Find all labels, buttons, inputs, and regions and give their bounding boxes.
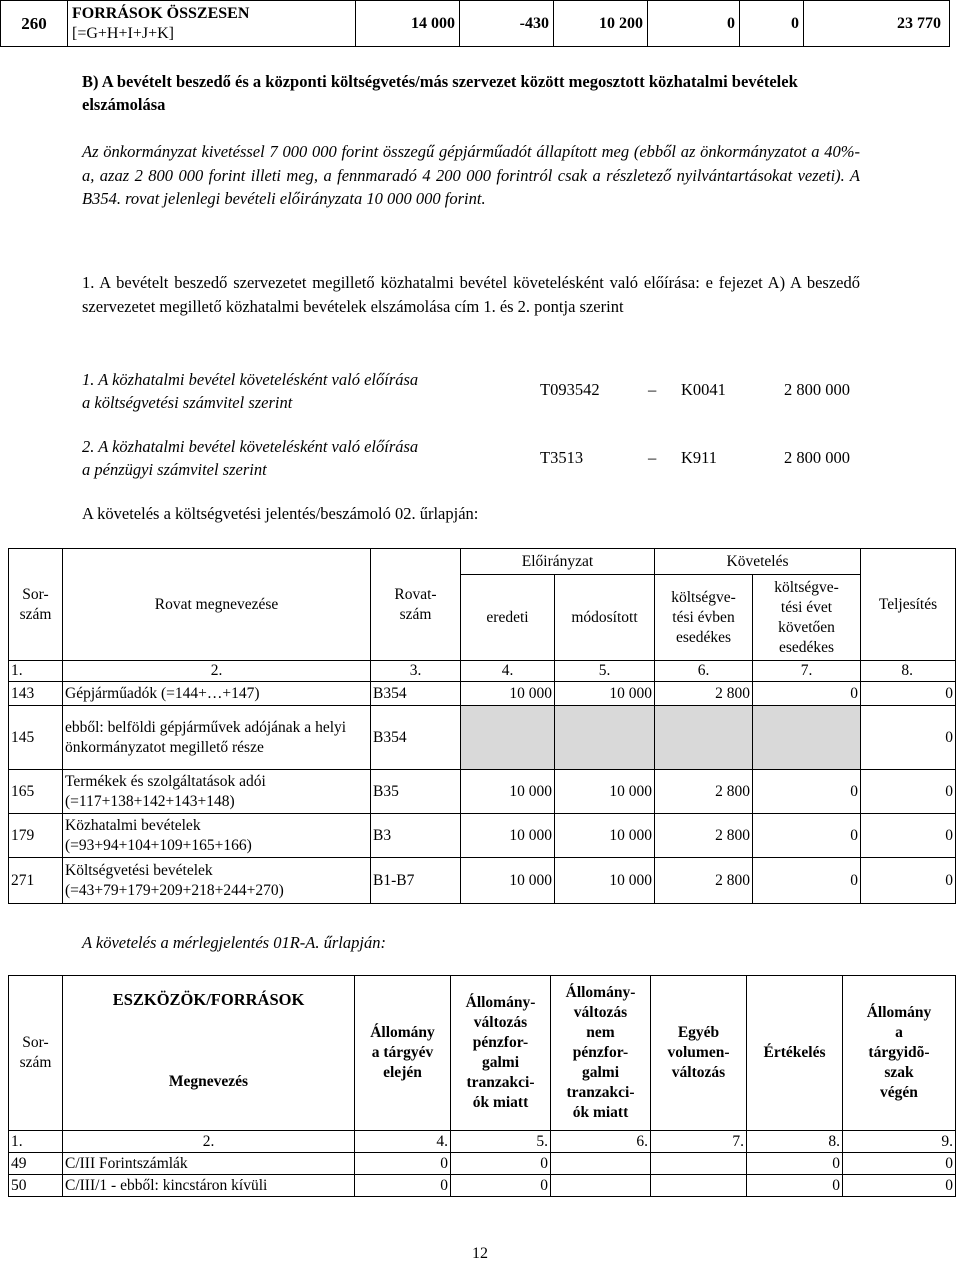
- row-evben: 2 800: [655, 858, 753, 904]
- row-value: 0: [355, 1175, 451, 1197]
- row-shaded-cell: [753, 706, 861, 770]
- header-allomany-vege: Állomány a tárgyidõ- szak végén: [843, 976, 956, 1131]
- header-sorszam: Sor- szám: [9, 549, 63, 661]
- col-number: 1.: [9, 1131, 63, 1153]
- row-shaded-cell: [461, 706, 555, 770]
- row-modositott: 10 000: [555, 682, 655, 706]
- col-number: 1.: [9, 661, 63, 682]
- header-evet: költségve- tési évet követően esedékes: [753, 575, 861, 661]
- row-telj: 0: [861, 858, 956, 904]
- row-no: 143: [9, 682, 63, 706]
- row-telj: 0: [861, 814, 956, 858]
- header-eloiranyzat: Előirányzat: [461, 549, 655, 575]
- row-value: [651, 1175, 747, 1197]
- col-number: 7.: [651, 1131, 747, 1153]
- entry-1-line2: a költségvetési számvitel szerint: [82, 393, 293, 412]
- summary-value: 23 770: [804, 1, 950, 47]
- row-telj: 0: [861, 706, 956, 770]
- row-name: Költségvetési bevételek (=43+79+179+209+218+244+270): [63, 858, 371, 904]
- entry-1-debit: T093542: [540, 380, 600, 399]
- row-code: B35: [371, 770, 461, 814]
- header-rovatszam: Rovat- szám: [371, 549, 461, 661]
- row-code: B354: [371, 682, 461, 706]
- row-value: 0: [843, 1175, 956, 1197]
- header-teljesites: Teljesítés: [861, 549, 956, 661]
- summary-value: 10 200: [554, 1, 648, 47]
- row-evben: 2 800: [655, 814, 753, 858]
- header-evben: költségve- tési évben esedékes: [655, 575, 753, 661]
- header-eszkozok-text: ESZKÖZÖK/FORRÁSOK: [112, 990, 305, 1009]
- row-evet: 0: [753, 814, 861, 858]
- row-value: 0: [747, 1175, 843, 1197]
- col-number: 5.: [451, 1131, 551, 1153]
- header-allomany-eleje: Állomány a tárgyév elején: [355, 976, 451, 1131]
- table2-caption: A követelés a mérlegjelentés 01R-A. űrlapján:: [82, 933, 386, 952]
- row-evben: 2 800: [655, 682, 753, 706]
- row-telj: 0: [861, 682, 956, 706]
- row-eredeti: 10 000: [461, 814, 555, 858]
- entry-2-credit: K911: [681, 448, 718, 467]
- row-code: B3: [371, 814, 461, 858]
- col-number: 7.: [753, 661, 861, 682]
- table-row: [9, 1153, 956, 1175]
- col-number: 2.: [63, 1131, 355, 1153]
- balance-sheet-table: [8, 975, 956, 1197]
- col-number: 4.: [461, 661, 555, 682]
- row-eredeti: 10 000: [461, 770, 555, 814]
- table-row: [9, 1175, 956, 1197]
- summary-value: 0: [740, 1, 804, 47]
- summary-row-label: [68, 1, 356, 47]
- header-eszkozok: [63, 976, 355, 1131]
- section-b-heading: B) A bevételt beszedő és a központi költségvetés/más szervezet között megosztott közhatalmi bevételek elszámolása: [82, 72, 798, 114]
- entry-1-credit: K0041: [681, 380, 726, 399]
- summary-value: 14 000: [356, 1, 460, 47]
- header-megnevezes: Megnevezés: [168, 1073, 249, 1090]
- row-no: 271: [9, 858, 63, 904]
- col-number: 5.: [555, 661, 655, 682]
- row-no: 179: [9, 814, 63, 858]
- summary-row-table: [0, 0, 950, 47]
- col-number: 2.: [63, 661, 371, 682]
- header-nem-penzforgalmi: Állomány- változás nem pénzfor- galmi tranzakci- ók miatt: [551, 976, 651, 1131]
- entry-2-line2: a pénzügyi számvitel szerint: [82, 460, 267, 479]
- col-number: 6.: [551, 1131, 651, 1153]
- table-row: [9, 682, 956, 706]
- col-number: 8.: [861, 661, 956, 682]
- entry-2-description: [82, 435, 532, 481]
- summary-label-text: FORRÁSOK ÖSSZESEN: [72, 4, 250, 22]
- row-evet: 0: [753, 682, 861, 706]
- row-evet: 0: [753, 858, 861, 904]
- row-name: ebből: belföldi gépjárművek adójának a helyi önkormányzatot megillető része: [63, 706, 371, 770]
- summary-value: 0: [648, 1, 740, 47]
- header-egyeb: Egyéb volumen- változás: [651, 976, 747, 1131]
- row-modositott: 10 000: [555, 770, 655, 814]
- row-value: 0: [843, 1153, 956, 1175]
- row-value: [551, 1175, 651, 1197]
- entry-1-amount: 2 800 000: [784, 380, 850, 399]
- row-shaded-cell: [655, 706, 753, 770]
- header-ertekeles: Értékelés: [747, 976, 843, 1131]
- summary-label-formula: [=G+H+I+J+K]: [72, 24, 174, 42]
- row-evet: 0: [753, 770, 861, 814]
- header-koveteles: Követelés: [655, 549, 861, 575]
- receivables-report-table: [8, 548, 956, 904]
- entry-2-debit: T3513: [540, 448, 584, 467]
- row-shaded-cell: [555, 706, 655, 770]
- step-1-paragraph: 1. A bevételt beszedő szervezetet megillető közhatalmi bevétel követelésként való előírása: e fejezet A) A beszedő szervezetet megillető közhatalmi bevételek elszámolása cím 1. és 2. pontja szerint: [82, 273, 860, 316]
- row-eredeti: 10 000: [461, 858, 555, 904]
- col-number: 6.: [655, 661, 753, 682]
- header-modositott: módosított: [555, 575, 655, 661]
- col-number: 3.: [371, 661, 461, 682]
- row-value: 0: [451, 1175, 551, 1197]
- row-value: 0: [451, 1153, 551, 1175]
- row-modositott: 10 000: [555, 814, 655, 858]
- entry-2-line1: 2. A közhatalmi bevétel követelésként való előírása: [82, 437, 419, 456]
- page-number: 12: [472, 1245, 488, 1262]
- row-no: 50: [9, 1175, 63, 1197]
- col-number: 4.: [355, 1131, 451, 1153]
- entry-2-amount: 2 800 000: [784, 448, 850, 467]
- summary-row-number: 260: [1, 1, 68, 47]
- row-name: Gépjárműadók (=144+…+147): [63, 682, 371, 706]
- col-number: 8.: [747, 1131, 843, 1153]
- row-evben: 2 800: [655, 770, 753, 814]
- table-row: [9, 770, 956, 814]
- row-code: B1-B7: [371, 858, 461, 904]
- row-value: [551, 1153, 651, 1175]
- entry-1-description: [82, 368, 532, 414]
- entry-1-dash: –: [648, 380, 657, 399]
- header-penzforgalmi: Állomány- változás pénzfor- galmi tranzakci- ók miatt: [451, 976, 551, 1131]
- row-name: C/III/1 - ebből: kincstáron kívüli: [63, 1175, 355, 1197]
- example-paragraph: Az önkormányzat kivetéssel 7 000 000 forint összegű gépjárműadót állapított meg (ebből az önkormányzatot a 40%-a, azaz 2 800 000 forint illeti meg, a fennmaradó 4 200 000 forintról csak a részletező nyilvántartásokat vezeti). A B354. rovat jelenlegi bevételi előirányzata 10 000 000 forint.: [82, 142, 860, 208]
- entry-2-dash: –: [648, 448, 657, 467]
- col-number: 9.: [843, 1131, 956, 1153]
- row-no: 145: [9, 706, 63, 770]
- header-eredeti: eredeti: [461, 575, 555, 661]
- table-row: [9, 706, 956, 770]
- row-no: 49: [9, 1153, 63, 1175]
- row-no: 165: [9, 770, 63, 814]
- row-name: Termékek és szolgáltatások adói (=117+138+142+143+148): [63, 770, 371, 814]
- row-name: C/III Forintszámlák: [63, 1153, 355, 1175]
- row-value: 0: [747, 1153, 843, 1175]
- row-telj: 0: [861, 770, 956, 814]
- header-sorszam: Sor- szám: [9, 976, 63, 1131]
- header-rovat: Rovat megnevezése: [63, 549, 371, 661]
- table1-caption: A követelés a költségvetési jelentés/beszámoló 02. űrlapján:: [82, 504, 479, 523]
- entry-1-line1: 1. A közhatalmi bevétel követelésként való előírása: [82, 370, 419, 389]
- summary-value: -430: [460, 1, 554, 47]
- row-value: 0: [355, 1153, 451, 1175]
- row-code: B354: [371, 706, 461, 770]
- row-value: [651, 1153, 747, 1175]
- table-row: [9, 814, 956, 858]
- row-eredeti: 10 000: [461, 682, 555, 706]
- row-name: Közhatalmi bevételek (=93+94+104+109+165+166): [63, 814, 371, 858]
- table-row: [9, 858, 956, 904]
- row-modositott: 10 000: [555, 858, 655, 904]
